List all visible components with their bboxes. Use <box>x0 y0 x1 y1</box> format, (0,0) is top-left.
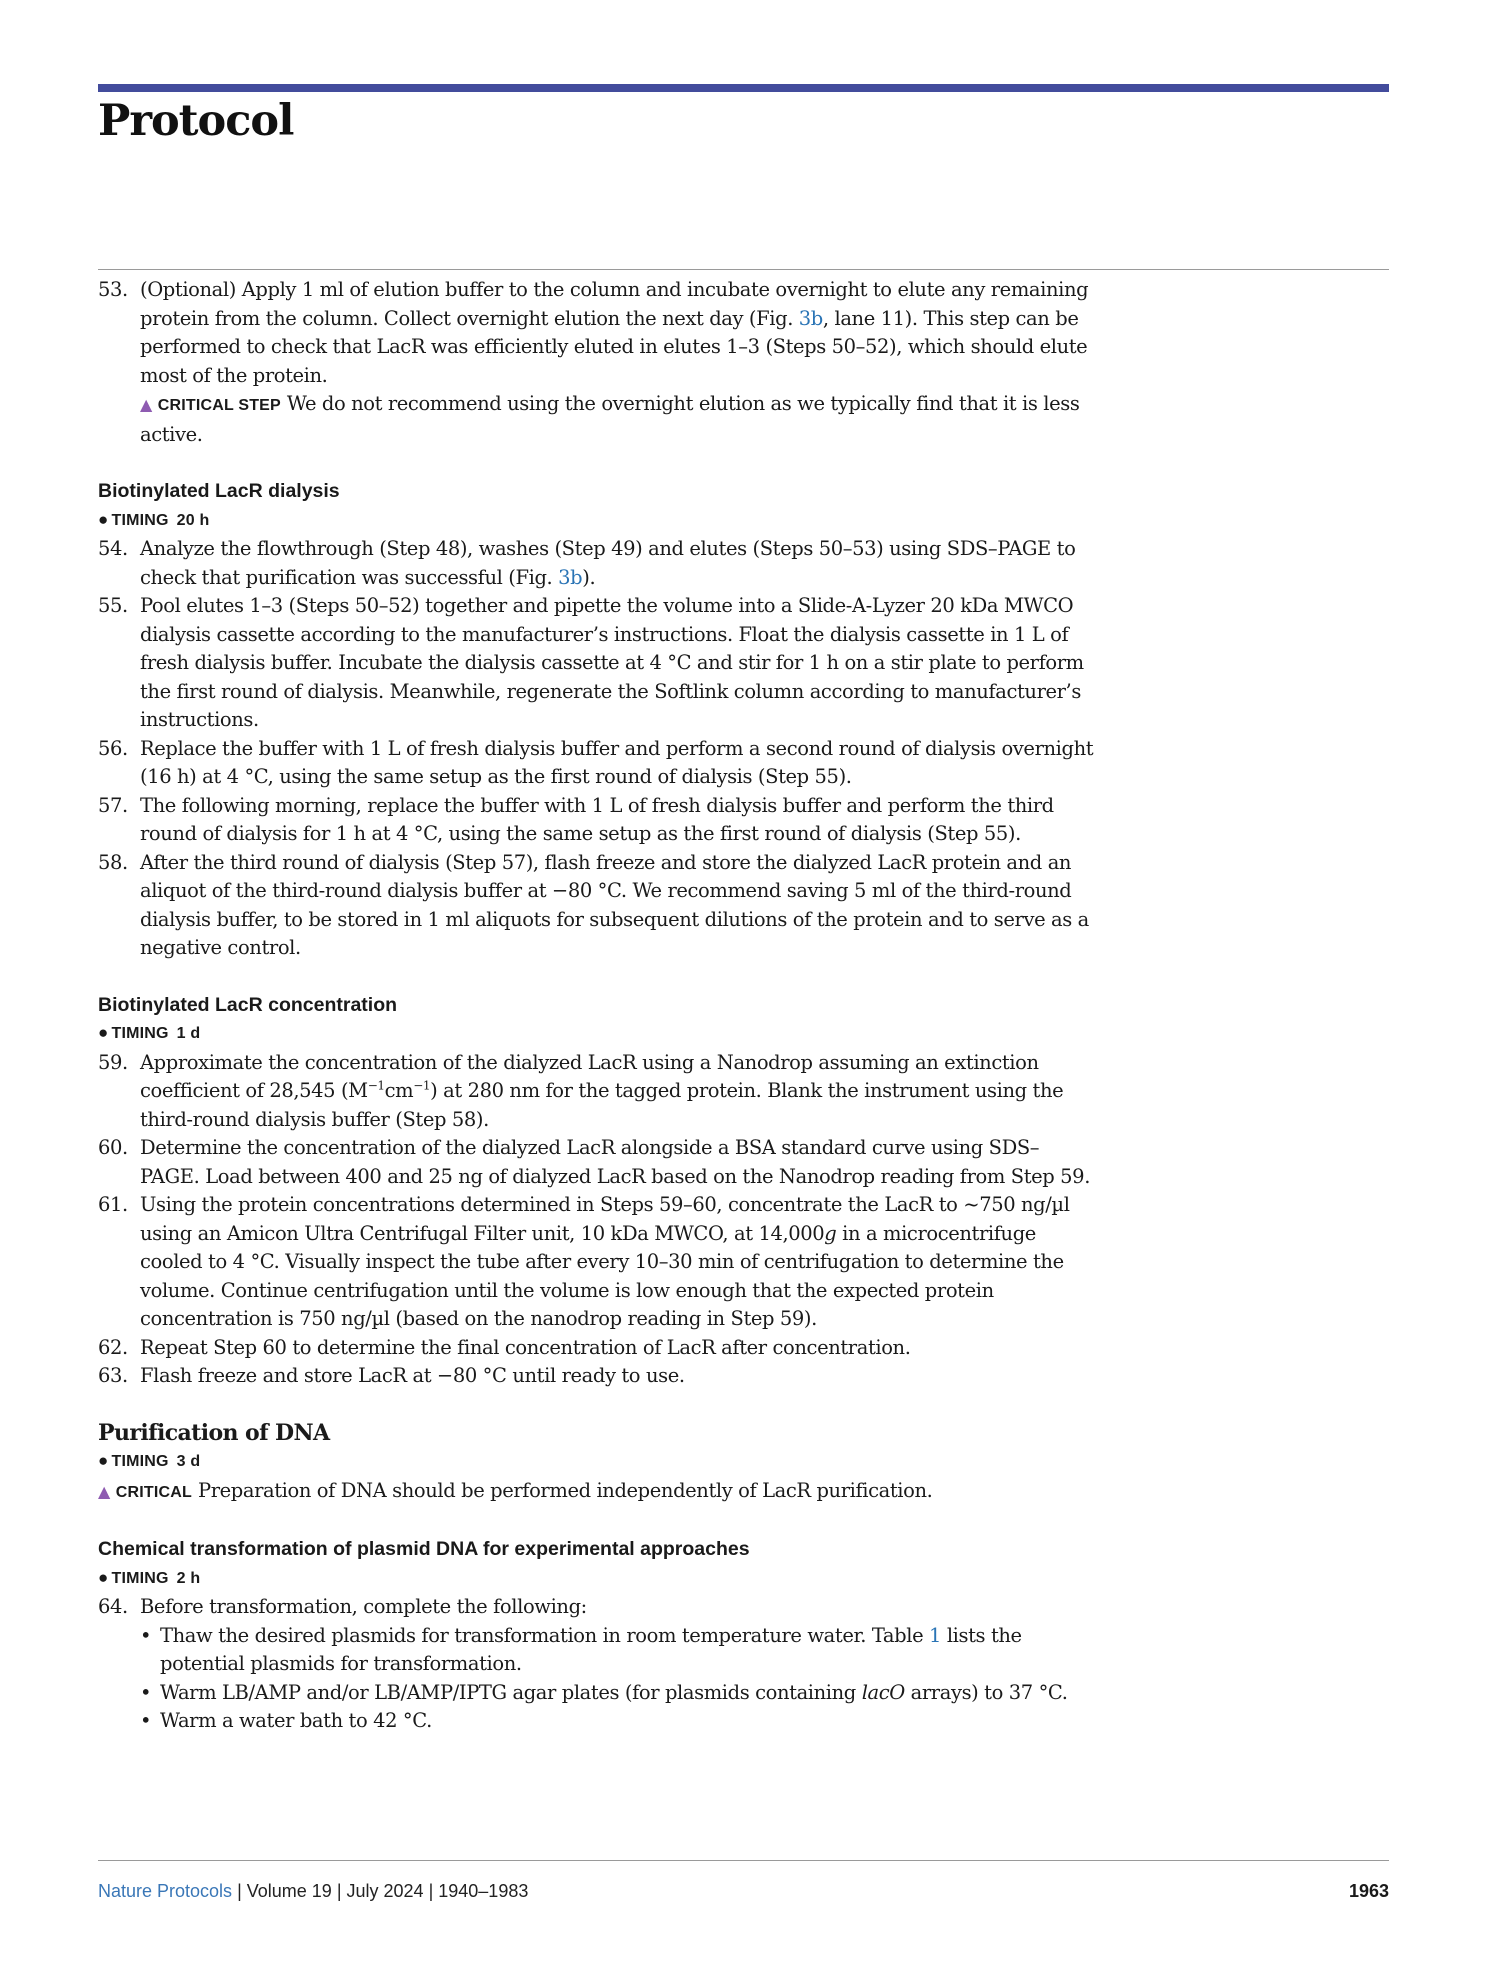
step-text: After the third round of dialysis (Step 57), flash freeze and store the dialyzed LacR protein and an aliquot of the third-round dialysis buffer at −80 °C. We recommend saving 5 ml of the third-round dialysis buffer, to be stored in 1 ml aliquots for subsequent dilutions of the protein and to serve as a negative control. <box>140 850 1089 959</box>
critical-triangle-icon: ▲ <box>140 395 152 414</box>
step-number: 63. <box>98 1364 128 1387</box>
timing-dot-icon: ● <box>98 1023 109 1042</box>
timing-label: TIMING <box>111 1453 169 1470</box>
list-item-text: lists the potential plasmids for transformation. <box>160 1623 1022 1675</box>
critical-step-note <box>140 390 1098 449</box>
page-header-title: Protocol <box>98 96 294 146</box>
step-text-part: Analyze the flowthrough (Step 48), washes (Step 49) and elutes (Steps 50–53) using SDS–PAGE to check that purification was successful (Fig. <box>140 537 1076 589</box>
step-64-bullet-list <box>98 1622 1098 1736</box>
step-61 <box>98 1191 1098 1334</box>
timing-value: 3 d <box>176 1453 201 1470</box>
footer-divider <box>98 1860 1389 1861</box>
bullet-icon: • <box>140 1680 152 1704</box>
gravity-unit: g <box>824 1221 837 1245</box>
step-text-part: cm <box>384 1079 414 1102</box>
separator: | <box>232 1881 247 1901</box>
timing-purification-dna <box>98 1447 1098 1477</box>
step-62 <box>98 1334 1098 1363</box>
bullet-icon: • <box>140 1623 152 1647</box>
issue-date: July 2024 <box>346 1881 424 1901</box>
step-text-part: ) at 280 nm for the tagged protein. Blank the instrument using the third-round dialysis buffer (Step 58). <box>140 1079 1064 1131</box>
timing-dot-icon: ● <box>98 1451 109 1470</box>
list-item <box>138 1707 1098 1736</box>
step-number: 54. <box>98 537 128 560</box>
step-58 <box>98 849 1098 963</box>
critical-triangle-icon: ▲ <box>98 1481 110 1501</box>
timing-label: TIMING <box>111 511 169 529</box>
separator: | <box>423 1881 439 1901</box>
subsection-heading-transformation: Chemical transformation of plasmid DNA for experimental approaches <box>98 1538 750 1560</box>
figure-link-3b[interactable]: 3b <box>558 565 583 589</box>
critical-step-text: We do not recommend using the overnight elution as we typically find that it is less active. <box>140 392 1080 446</box>
timing-concentration <box>98 1019 1098 1049</box>
step-55 <box>98 592 1098 735</box>
page-number: 1963 <box>1348 1881 1389 1901</box>
timing-value: 20 h <box>176 511 210 529</box>
step-text: Repeat Step 60 to determine the final concentration of LacR after concentration. <box>140 1335 911 1359</box>
step-number: 61. <box>98 1193 128 1216</box>
critical-step-label: CRITICAL STEP <box>157 397 281 414</box>
superscript: −1 <box>413 1078 431 1093</box>
separator: | <box>331 1881 347 1901</box>
figure-link-3b[interactable]: 3b <box>798 306 823 330</box>
step-text: Determine the concentration of the dialyzed LacR alongside a BSA standard curve using SDS–PAGE. Load between 400 and 25 ng of dialyzed LacR based on the Nanodrop reading from Step 59. <box>140 1136 1090 1188</box>
step-54 <box>98 535 1098 592</box>
critical-label: CRITICAL <box>115 1483 192 1501</box>
step-text: Before transformation, complete the following: <box>140 1595 587 1618</box>
subsection-heading-concentration: Biotinylated LacR concentration <box>98 993 398 1016</box>
subsection-heading-dialysis: Biotinylated LacR dialysis <box>98 480 340 502</box>
step-text: Flash freeze and store LacR at −80 °C until ready to use. <box>140 1364 685 1387</box>
header-accent-bar <box>98 84 1389 92</box>
step-text-part: in a microcentrifuge cooled to 4 °C. Visually inspect the tube after every 10–30 min of centrifugation to determine the volume. Continue centrifugation until the volume is low enough that the expected protein concentration is 750 ng/µl (based on the nanodrop reading in Step 59). <box>140 1221 1064 1330</box>
volume: Volume 19 <box>246 1881 332 1901</box>
step-64 <box>98 1593 1098 1622</box>
step-text-part: , lane 11). This step can be performed to check that LacR was efficiently eluted in elutes 1–3 (Steps 50–52), which should elute most of the protein. <box>140 306 1088 387</box>
step-text: Pool elutes 1–3 (Steps 50–52) together and pipette the volume into a Slide-A-Lyzer 20 kDa MWCO dialysis cassette according to the manufacturer’s instructions. Float the dialysis cassette in 1 L of fresh dialysis buffer. Incubate the dialysis cassette at 4 °C and stir for 1 h on a stir plate to perform the first round of dialysis. Meanwhile, regenerate the Softlink column according to manufacturer’s instructions. <box>140 594 1084 731</box>
superscript: −1 <box>367 1078 385 1093</box>
step-number: 64. <box>98 1595 128 1618</box>
table-link-1[interactable]: 1 <box>929 1623 942 1647</box>
timing-dot-icon: ● <box>98 509 109 529</box>
timing-dot-icon: ● <box>98 1567 109 1587</box>
header-divider <box>98 269 1389 270</box>
step-text-part: ). <box>582 565 596 589</box>
step-59 <box>98 1049 1098 1135</box>
timing-label: TIMING <box>111 1569 169 1587</box>
step-number: 59. <box>98 1050 128 1074</box>
step-number: 58. <box>98 850 128 874</box>
article-body <box>98 276 1098 1736</box>
lacO-italic: lacO <box>861 1680 905 1704</box>
list-item-text: Warm a water bath to 42 °C. <box>160 1709 432 1732</box>
list-item-text: arrays) to 37 °C. <box>904 1680 1068 1704</box>
step-text-part: Using the protein concentrations determined in Steps 59–60, concentrate the LacR to ~750 ng/µl using an Amicon Ultra Centrifugal Filter unit, 10 kDa MWCO, at 14,000 <box>140 1193 1070 1245</box>
step-text-part: Approximate the concentration of the dialyzed LacR using a Nanodrop assuming an extinction coefficient of 28,545 (M <box>140 1050 1039 1102</box>
step-number: 53. <box>98 278 128 301</box>
list-item-text: Thaw the desired plasmids for transformation in room temperature water. Table <box>160 1623 930 1647</box>
step-63 <box>98 1362 1098 1391</box>
critical-note <box>98 1477 1098 1508</box>
critical-text: Preparation of DNA should be performed independently of LacR purification. <box>197 1478 933 1502</box>
step-number: 57. <box>98 793 128 817</box>
step-53 <box>98 276 1098 449</box>
timing-value: 1 d <box>176 1025 201 1042</box>
step-number: 55. <box>98 594 128 617</box>
page-range: 1940–1983 <box>438 1881 529 1901</box>
step-text: Replace the buffer with 1 L of fresh dialysis buffer and perform a second round of dialysis overnight (16 h) at 4 °C, using the same setup as the first round of dialysis (Step 55). <box>140 736 1094 788</box>
step-56 <box>98 735 1098 792</box>
timing-dialysis <box>98 506 1098 536</box>
step-60 <box>98 1134 1098 1191</box>
step-number: 56. <box>98 736 128 760</box>
step-text: The following morning, replace the buffer with 1 L of fresh dialysis buffer and perform the third round of dialysis for 1 h at 4 °C, using the same setup as the first round of dialysis (Step 55). <box>140 793 1054 845</box>
step-text <box>140 276 1098 390</box>
journal-name[interactable]: Nature Protocols <box>98 1881 233 1901</box>
bullet-icon: • <box>140 1709 152 1732</box>
timing-value: 2 h <box>176 1569 201 1587</box>
timing-label: TIMING <box>111 1025 169 1042</box>
timing-transformation <box>98 1564 1098 1594</box>
step-number: 60. <box>98 1136 128 1159</box>
section-heading-purification-dna: Purification of DNA <box>98 1419 330 1446</box>
list-item <box>138 1622 1098 1679</box>
step-number: 62. <box>98 1335 128 1359</box>
footer-citation <box>98 1881 528 1902</box>
step-57 <box>98 792 1098 849</box>
list-item-text: Warm LB/AMP and/or LB/AMP/IPTG agar plates (for plasmids containing <box>160 1680 862 1704</box>
step-text-part: (Optional) Apply 1 ml of elution buffer to the column and incubate overnight to elute any remaining protein from the column. Collect overnight elution the next day (Fig. <box>140 278 1089 330</box>
list-item <box>138 1679 1098 1708</box>
